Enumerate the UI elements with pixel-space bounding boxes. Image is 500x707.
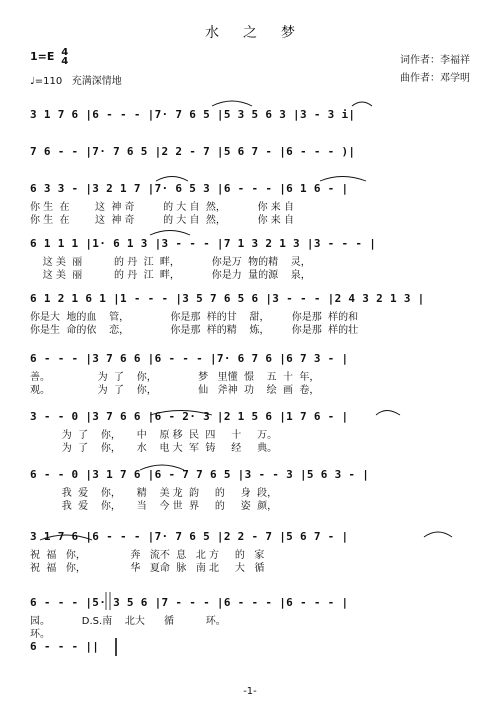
page-number: -1- — [243, 686, 257, 697]
lyric-line: 你是大 地的血 管， 你是那 样的甘 甜， 你是那 样的和 — [30, 312, 359, 323]
lyric-line: 祝 福 你， 奔 流不 息 北 方 的 家 — [30, 550, 265, 561]
lyricist-credit: 词作者：李福祥 — [400, 55, 470, 66]
lyric-line: 我 爱 你， 精 美 龙 韵 的 身 段， — [30, 488, 278, 499]
notation-line: 3 1 7 6 |6 - - - |7· 7 6 5 |5 3 5 6 3 |3 - 3 i| — [30, 108, 356, 121]
notation-line: 6 - - - || — [30, 640, 100, 653]
expression-text: 充满深情地 — [71, 76, 122, 87]
lyric-line: 你 生 在 这 神 奇 的 大 自 然， 你 来 自 — [30, 202, 294, 213]
notation-line: 6 - - - |5· 3 5 6 |7 - - - |6 - - - |6 - - - | — [30, 596, 349, 609]
notation-line: 6 - - 0 |3 1 7 6 |6 - 7 7 6 5 |3 - - 3 |5 6 3 - | — [30, 468, 370, 481]
composer-credit: 曲作者：邓学明 — [400, 73, 470, 84]
time-sig-top: 4 — [61, 47, 69, 58]
lyric-line: 环。 — [30, 629, 50, 640]
slur-mark — [212, 101, 252, 106]
notation-line: 3 - - 0 |3 7 6 6 |6 - 2· 3 |2 1 5 6 |1 7 6 - | — [30, 410, 349, 423]
key-label: 1=E — [30, 50, 55, 63]
slur-mark — [150, 411, 212, 416]
slur-marks — [40, 101, 452, 540]
time-sig-bottom: 4 — [61, 56, 69, 67]
notation-line: 6 1 2 1 6 1 |1 - - - |3 5 7 6 5 6 |3 - - - |2 4 3 2 1 3 | — [30, 292, 425, 305]
slur-mark — [140, 465, 184, 470]
tempo-value: ♩=110 — [30, 76, 63, 87]
slur-mark — [40, 535, 92, 540]
lyric-line: 观。 为 了 你， 仙 斧神 功 绘 画 卷， — [30, 385, 320, 396]
slur-mark — [150, 231, 190, 236]
lyric-line: 这 美 丽 的 丹 江 畔， 你是力 量的源 泉， — [30, 270, 311, 281]
lyric-line: 为 了 你， 中 原 移 民 四 十 万。 — [30, 430, 278, 441]
song-title: 水之梦 — [205, 25, 319, 41]
lyric-line: 你 生 在 这 神 奇 的 大 自 然， 你 来 自 — [30, 215, 294, 226]
lyric-line: 祝 福 你， 华 夏命 脉 南 北 大 循 — [30, 563, 265, 574]
lyric-line: 你是生 命的依 恋， 你是那 样的精 炼， 你是那 样的壮 — [30, 325, 359, 336]
slur-mark — [320, 177, 366, 182]
notation-line: 3 1 7 6 |6 - - - |7· 7 6 5 |2 2 - 7 |5 6 7 - | — [30, 530, 349, 543]
lyric-line: 善。 为 了 你， 梦 里懂 憬 五 十 年， — [30, 372, 320, 383]
notation-line: 6 1 1 1 |1· 6 1 3 |3 - - - |7 1 3 2 1 3 |3 - - - | — [30, 237, 377, 250]
slur-mark — [352, 102, 372, 106]
notation-line: 6 3 3 - |3 2 1 7 |7· 6 5 3 |6 - - - |6 1 6 - | — [30, 182, 349, 195]
repeat-bracket — [106, 592, 110, 610]
notation-line: 7 6 - - |7· 7 6 5 |2 2 - 7 |5 6 7 - |6 - - - )| — [30, 145, 356, 158]
notation-line: 6 - - - |3 7 6 6 |6 - - - |7· 6 7 6 |6 7 3 - | — [30, 352, 349, 365]
lyric-line: 园。 D.S.南 北大 循 环。 — [30, 616, 226, 627]
lyric-line: 我 爱 你， 当 今 世 界 的 姿 颜， — [30, 501, 278, 512]
slur-mark — [424, 532, 452, 537]
slur-mark — [156, 177, 188, 182]
slur-mark — [376, 411, 400, 416]
lyric-line: 为 了 你， 水 电 大 军 铸 经 典。 — [30, 443, 278, 454]
lyric-line: 这 美 丽 的 丹 江 畔， 你是万 物的精 灵， — [30, 257, 311, 268]
